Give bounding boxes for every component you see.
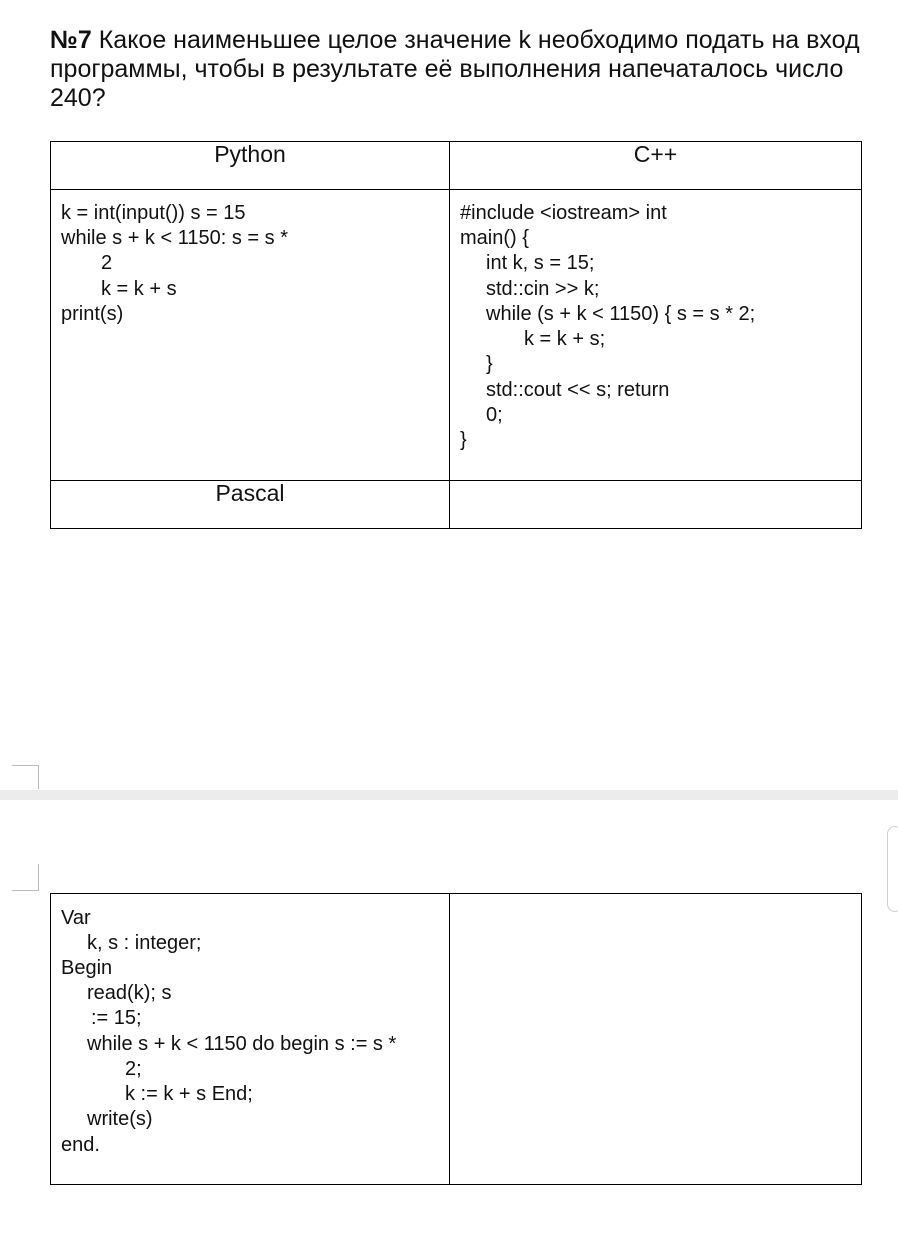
code-line: read(k); s (87, 982, 172, 1004)
header-cpp: C++ (450, 142, 862, 190)
code-line: k, s : integer; (87, 932, 202, 954)
code-line: int k, s = 15; (486, 252, 595, 274)
cpp-code-cell (450, 190, 862, 481)
code-line: std::cout << s; return (486, 379, 670, 401)
code-line: k := k + s End; (125, 1083, 253, 1105)
code-line: k = int(input()) s = 15 (61, 202, 246, 224)
python-code-cell (51, 190, 450, 481)
code-line: while (s + k < 1150) { s = s * 2; (486, 303, 756, 325)
code-line: print(s) (61, 303, 124, 325)
code-line: k = k + s (101, 278, 177, 300)
code-line: main() { (460, 227, 529, 249)
code-line: 2 (101, 252, 113, 274)
code-line: while s + k < 1150 do begin s := s * (87, 1033, 397, 1055)
code-line: Var (61, 907, 91, 929)
task-statement (50, 26, 890, 113)
code-line: #include <iostream> int (460, 202, 667, 224)
pascal-code (51, 894, 449, 1184)
pascal-table (50, 893, 862, 1185)
task-text: Какое наименьшее целое значение k необходимо подать на вход программы, чтобы в результате её выполнения напечаталось число 240? (50, 26, 860, 112)
code-line: 2; (125, 1058, 142, 1080)
side-panel-handle[interactable] (887, 826, 898, 912)
page-corner-mark (12, 864, 39, 891)
code-line: := 15; (91, 1007, 142, 1029)
empty-cell (450, 894, 862, 1185)
code-line: 0; (486, 404, 503, 426)
code-line: Begin (61, 957, 113, 979)
python-code (51, 190, 449, 480)
header-pascal: Pascal (51, 481, 450, 529)
page-separator (0, 790, 898, 800)
code-line: end. (61, 1134, 100, 1156)
code-line: } (486, 353, 493, 375)
code-table (50, 141, 862, 529)
cpp-code (450, 190, 861, 480)
code-line: } (460, 429, 467, 451)
code-line: std::cin >> k; (486, 278, 600, 300)
task-number: №7 (50, 26, 92, 54)
page-corner-mark (12, 765, 39, 789)
code-line: write(s) (87, 1108, 153, 1130)
code-line: while s + k < 1150: s = s * (61, 227, 288, 249)
header-python: Python (51, 142, 450, 190)
pascal-code-cell (51, 894, 450, 1185)
empty-cell (450, 481, 862, 529)
code-line: k = k + s; (524, 328, 606, 350)
